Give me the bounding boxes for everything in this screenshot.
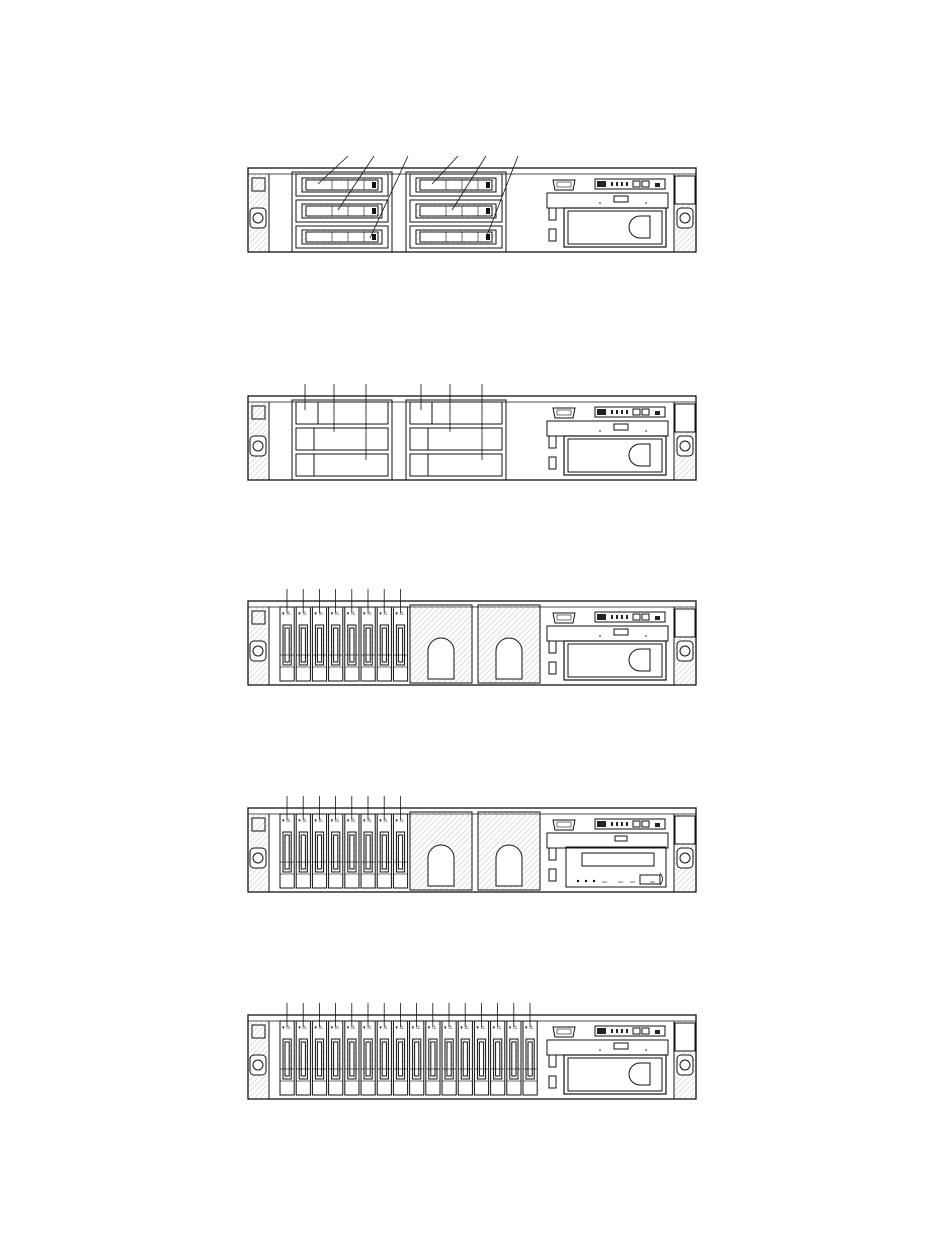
drive-handle-slot [317,1042,321,1076]
lock-icon [655,616,660,620]
info-led-icon [642,614,649,620]
video-connector-pins [557,410,571,415]
hot-swap-2.5-drive [296,814,310,888]
locator-led-icon [633,614,640,620]
drive-bay-filler [410,812,472,890]
media-bay-outline [564,641,666,680]
drive-led-glyph: ▾ ⚠ [508,1025,518,1031]
usb-port-1-icon [549,848,556,860]
lock-icon [655,823,660,827]
hot-swap-2.5-drive [426,1021,440,1095]
operator-information-panel [595,179,665,189]
drive-handle-slot [301,628,305,662]
status-led-icon [626,410,628,414]
drive-handle-slot [350,1042,354,1076]
drive-handle-slot [366,1042,370,1076]
hot-swap-2.5-drive [458,1021,472,1095]
drive-handle-slot [382,1042,386,1076]
status-led-icon [621,410,623,414]
usb-port-1-icon [549,641,556,653]
hot-swap-2.5-drive [345,814,359,888]
tape-eject-button-icon [640,875,660,884]
video-connector-icon [553,613,575,623]
media-bay-outline [564,208,666,247]
optical-hole-icon [645,430,647,432]
drive-led-glyph: ▾ ⚠ [379,1025,388,1031]
drive-led-glyph: ▾ ⚠ [525,1025,534,1031]
drive-handle-slot [479,1042,483,1076]
hot-swap-3.5-drive [410,226,502,248]
drive-led-glyph: ▾ ⚠ [395,611,404,617]
drive-handle-slot [382,835,386,869]
drive-handle-slot [447,1042,451,1076]
drive-status-led [372,234,376,240]
simple-swap-3.5-drive [296,454,388,476]
chassis-outline [248,396,696,480]
drive-cage [292,400,392,480]
drive-handle-slot [512,1042,516,1076]
hot-swap-2.5-drive [329,1021,343,1095]
drive-handle-slot [496,1042,500,1076]
hot-swap-2.5-drive [377,607,391,681]
left-latch [250,641,266,661]
drive-led-glyph: ▾ ⚠ [379,611,388,617]
right-latch [677,1055,693,1075]
filler-handle-arch [496,638,522,679]
drive-handle-slot [350,628,354,662]
simple-swap-blank-top [432,402,502,424]
status-led-icon [621,182,623,186]
hot-swap-2.5-drive [296,1021,310,1095]
drive-handle-slot [528,1042,532,1076]
drive-led-glyph: ▾ ⚠ [395,1025,404,1031]
usb-port-2-icon [549,869,556,881]
power-button-icon [597,821,606,827]
hot-swap-2.5-drive [393,814,407,888]
media-bay-handle-icon [629,444,650,466]
optical-hole-icon [645,1049,647,1051]
drive-handle-slot [334,628,338,662]
operator-information-panel [595,407,665,417]
drive-led-glyph: ▾ ⚠ [314,1025,323,1031]
hot-swap-2.5-drive [393,1021,407,1095]
media-bay-filler [564,1055,666,1094]
drive-handle-inner [420,206,492,216]
slim-bay [547,833,668,848]
drive-led-glyph: ▾ ⚠ [346,1025,356,1031]
locator-led-icon [633,1028,640,1034]
slim-optical-bay [547,421,668,436]
status-led-icon [611,410,613,414]
locator-led-icon [633,409,640,415]
drive-led-glyph: ▾ ⚠ [460,1025,469,1031]
hot-swap-2.5-drive [296,607,310,681]
optical-eject-icon [614,629,628,635]
server-config-2.5in-8-drive-tape [248,796,696,892]
hot-swap-2.5-drive [312,1021,326,1095]
media-bay-outline [564,1055,666,1094]
hot-swap-2.5-drive [361,814,375,888]
right-rack-handle [674,174,695,252]
lock-icon [655,183,660,187]
media-bay-filler [564,208,666,247]
status-led-icon [616,1029,618,1033]
server-config-2.5in-8-drive [248,589,696,685]
status-led-icon [621,615,623,619]
info-led-icon [642,821,649,827]
video-connector-icon [553,180,575,190]
power-button-icon [597,1028,606,1034]
optical-led-icon [599,430,601,432]
lock-icon [655,411,660,415]
right-rack-handle [674,607,695,685]
drive-led-glyph: ▾ ⚠ [330,611,340,617]
operator-information-panel [595,612,665,622]
hot-swap-2.5-drive [280,814,294,888]
hot-swap-2.5-drive [345,1021,359,1095]
status-led-icon [611,182,613,186]
slim-bay-button-icon [615,836,627,841]
left-rack-handle [249,607,269,685]
hot-swap-2.5-drive [312,607,326,681]
operator-information-panel [595,819,665,829]
drive-handle-slot [285,1042,289,1076]
drive-handle-slot [317,835,321,869]
drive-handle-slot [431,1042,435,1076]
slim-optical-bay [547,1040,668,1055]
drive-led-glyph: ▾ ⚠ [427,1025,437,1031]
power-button-icon [597,614,606,620]
drive-led-glyph: ▾ ⚠ [314,611,323,617]
drive-led-glyph: ▾ ⚠ [395,818,404,824]
filler-handle-arch [428,845,454,886]
drive-handle-slot [398,835,402,869]
left-latch [250,208,266,228]
drive-led-glyph: ▾ ⚠ [330,818,340,824]
drive-led-glyph: ▾ ⚠ [298,818,307,824]
hot-swap-2.5-drive [377,1021,391,1095]
hot-swap-2.5-drive [507,1021,521,1095]
status-led-icon [611,822,613,826]
status-led-icon [626,822,628,826]
drive-handle-inner [420,180,492,190]
right-label-box [675,1023,695,1051]
usb-port-1-icon [549,208,556,220]
hot-swap-3.5-drive [296,174,388,196]
drive-handle-slot [463,1042,467,1076]
status-led-icon [621,822,623,826]
simple-swap-3.5-drive [410,454,502,476]
optical-eject-icon [614,196,628,202]
drive-handle-slot [398,628,402,662]
drive-cage [406,400,506,480]
optical-eject-icon [614,1043,628,1049]
media-bay-outline [564,436,666,475]
info-led-icon [642,1028,649,1034]
media-bay-handle-icon [629,216,650,238]
video-connector-pins [557,822,571,827]
drive-bay-filler [478,605,540,683]
drive-handle-slot [398,1042,402,1076]
info-led-icon [642,181,649,187]
left-latch [250,1055,266,1075]
usb-port-1-icon [549,436,556,448]
drive-led-glyph: ▾ ⚠ [346,818,356,824]
hot-swap-2.5-drive [329,607,343,681]
status-led-icon [611,1029,613,1033]
drive-handle-slot [382,628,386,662]
hot-swap-2.5-drive [523,1021,537,1095]
simple-swap-3.5-drive [296,428,388,450]
tape-drive [566,847,666,887]
drive-status-led [486,182,490,188]
drive-handle-inner [306,232,378,242]
hot-swap-2.5-drive [280,607,294,681]
usb-port-2-icon [549,457,556,469]
hot-swap-2.5-drive [491,1021,505,1095]
drive-front [428,428,502,450]
drive-handle-slot [334,835,338,869]
drive-status-led [372,208,376,214]
right-label-box [675,816,695,844]
media-bay-filler [564,641,666,680]
hot-swap-2.5-drive [442,1021,456,1095]
drive-led-glyph: ▾ ⚠ [363,818,372,824]
optical-hole-icon [645,635,647,637]
drive-latch [296,428,314,450]
drive-led-glyph: ▾ ⚠ [444,1025,453,1031]
drive-front [428,454,502,476]
drive-handle-slot [350,835,354,869]
drive-latch [410,454,428,476]
optical-hole-icon [645,202,647,204]
drive-handle-slot [285,835,289,869]
simple-swap-blank-top [318,402,388,424]
drive-led-glyph: ▾ ⚠ [411,1025,421,1031]
server-config-3.5in-hot-swap [248,156,696,252]
left-rack-handle [249,174,269,252]
status-led-icon [611,615,613,619]
usb-port-2-icon [549,662,556,674]
drive-led-glyph: ▾ ⚠ [330,1025,340,1031]
tape-led-icon [593,880,595,882]
right-rack-handle [674,402,695,480]
drive-led-glyph: ▾ ⚠ [476,1025,485,1031]
info-led-icon [642,409,649,415]
power-button-icon [597,181,606,187]
right-label-box [675,176,695,204]
status-led-icon [626,182,628,186]
tape-led-icon [585,880,587,882]
drive-handle-inner [306,180,378,190]
hot-swap-2.5-drive [329,814,343,888]
locator-led-icon [633,821,640,827]
drive-handle-slot [301,1042,305,1076]
right-label-box [675,404,695,432]
drive-handle-slot [285,628,289,662]
drive-handle-slot [317,628,321,662]
usb-port-1-icon [549,1055,556,1067]
video-connector-pins [557,1029,571,1034]
hot-swap-3.5-drive [410,174,502,196]
lock-icon [655,1030,660,1034]
drive-status-led [372,182,376,188]
hot-swap-2.5-drive [393,607,407,681]
drive-led-glyph: ▾ ⚠ [282,1025,291,1031]
video-connector-icon [553,1027,575,1037]
operator-information-panel [595,1026,665,1036]
locator-led-icon [633,181,640,187]
hot-swap-2.5-drive [474,1021,488,1095]
drive-bay-filler [410,605,472,683]
status-led-icon [616,615,618,619]
left-rack-handle [249,402,269,480]
status-led-icon [616,410,618,414]
left-latch [250,436,266,456]
tape-slot [582,853,654,866]
drive-status-led [486,208,490,214]
drive-led-glyph: ▾ ⚠ [282,818,291,824]
drive-led-glyph: ▾ ⚠ [298,611,307,617]
status-led-icon [616,182,618,186]
drive-handle-slot [415,1042,419,1076]
simple-swap-filler-small [296,402,318,424]
drive-handle-inner [420,232,492,242]
drive-led-glyph: ▾ ⚠ [346,611,356,617]
usb-port-2-icon [549,1076,556,1088]
video-connector-icon [553,820,575,830]
video-connector-icon [553,408,575,418]
drive-handle-slot [334,1042,338,1076]
drive-handle-slot [366,835,370,869]
right-latch [677,436,693,456]
right-rack-handle [674,814,695,892]
left-rack-handle [249,814,269,892]
drive-led-glyph: ▾ ⚠ [363,611,372,617]
right-label-box [675,609,695,637]
status-led-icon [616,822,618,826]
right-latch [677,208,693,228]
right-latch [677,641,693,661]
drive-handle-slot [366,628,370,662]
hot-swap-2.5-drive [361,607,375,681]
drive-front [314,428,388,450]
video-connector-pins [557,615,571,620]
left-rack-handle [249,1021,269,1099]
hot-swap-2.5-drive [377,814,391,888]
hot-swap-2.5-drive [410,1021,424,1095]
hot-swap-2.5-drive [361,1021,375,1095]
slim-optical-bay [547,193,668,208]
left-latch [250,848,266,868]
simple-swap-3.5-drive [410,428,502,450]
drive-led-glyph: ▾ ⚠ [363,1025,372,1031]
status-led-icon [621,1029,623,1033]
filler-handle-arch [428,638,454,679]
right-rack-handle [674,1021,695,1099]
hot-swap-2.5-drive [345,607,359,681]
drive-led-glyph: ▾ ⚠ [298,1025,307,1031]
drive-led-glyph: ▾ ⚠ [379,818,388,824]
drive-bay-filler [478,812,540,890]
status-led-icon [626,1029,628,1033]
drive-front [314,454,388,476]
drive-handle-inner [306,206,378,216]
tape-led-icon [577,880,579,882]
optical-led-icon [599,202,601,204]
server-config-2.5in-16-drive [248,1003,696,1099]
power-button-icon [597,409,606,415]
hot-swap-2.5-drive [280,1021,294,1095]
optical-led-icon [599,1049,601,1051]
media-bay-filler [564,436,666,475]
filler-handle-arch [496,845,522,886]
slim-optical-bay [547,626,668,641]
optical-eject-icon [614,424,628,430]
media-bay-handle-icon [629,649,650,671]
video-connector-pins [557,182,571,187]
drive-latch [296,454,314,476]
status-led-icon [626,615,628,619]
drive-led-glyph: ▾ ⚠ [314,818,323,824]
right-latch [677,848,693,868]
optical-led-icon [599,635,601,637]
drive-handle-slot [301,835,305,869]
media-bay-handle-icon [629,1063,650,1085]
server-config-3.5in-simple-swap [248,384,696,480]
hot-swap-2.5-drive [312,814,326,888]
usb-port-2-icon [549,229,556,241]
drive-led-glyph: ▾ ⚠ [492,1025,502,1031]
drive-led-glyph: ▾ ⚠ [282,611,291,617]
drive-latch [410,428,428,450]
